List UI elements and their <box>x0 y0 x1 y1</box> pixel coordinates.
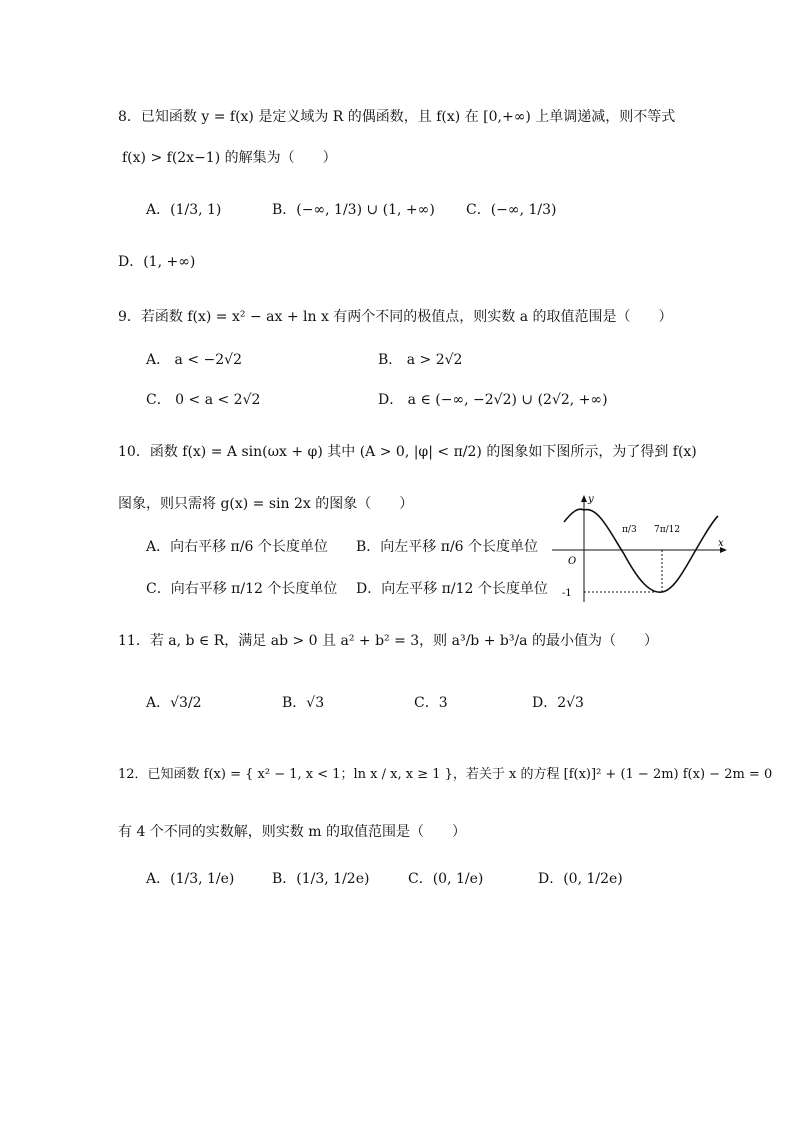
x-axis-label: x <box>718 538 724 549</box>
q12-option-a: A．(1/3, 1/e) <box>146 871 235 887</box>
q9-option-b: B． a > 2√2 <box>378 352 463 368</box>
q9-option-a: A． a < −2√2 <box>146 352 243 368</box>
origin-label: O <box>568 556 577 567</box>
sine-curve <box>564 509 718 592</box>
q9-stem: 9．若函数 f(x) = x² − ax + ln x 有两个不同的极值点，则实数 a 的取值范围是（ ） <box>118 309 673 325</box>
q8-stem-line2: f(x) > f(2x−1) 的解集为（ ） <box>122 150 337 166</box>
q10-option-b: B．向左平移 π/6 个长度单位 <box>356 539 539 555</box>
q12-option-b: B．(1/3, 1/2e) <box>272 871 370 887</box>
q10-stem-line1: 10．函数 f(x) = A sin(ωx + φ) 其中 (A > 0, |φ| < π/2) 的图象如下图所示，为了得到 f(x) <box>118 444 697 460</box>
tick-label-1: π/3 <box>622 525 637 535</box>
q10-option-a: A．向右平移 π/6 个长度单位 <box>146 539 328 555</box>
q11-stem: 11．若 a, b ∈ R，满足 ab > 0 且 a² + b² = 3，则 a³/b + b³/a 的最小值为（ ） <box>118 633 658 649</box>
q12-stem-line2: 有 4 个不同的实数解，则实数 m 的取值范围是（ ） <box>118 824 466 840</box>
q10-option-c: C．向右平移 π/12 个长度单位 <box>146 581 338 597</box>
q8-stem-line1: 8．已知函数 y = f(x) 是定义域为 R 的偶函数，且 f(x) 在 [0,+∞) 上单调递减，则不等式 <box>118 109 676 125</box>
y-axis-arrow <box>581 495 587 502</box>
q11-option-a: A．√3/2 <box>146 695 202 711</box>
q10-stem-line2: 图象，则只需将 g(x) = sin 2x 的图象（ ） <box>118 496 414 512</box>
q12-option-c: C．(0, 1/e) <box>408 871 484 887</box>
q12-stem-line1: 12．已知函数 f(x) = { x² − 1, x < 1；ln x / x, x ≥ 1 }，若关于 x 的方程 [f(x)]² + (1 − 2m) f(x) − 2m = 0 <box>118 767 773 782</box>
q8-option-c: C．(−∞, 1/3) <box>466 202 557 218</box>
y-axis-label: y <box>588 494 594 505</box>
q8-option-d: D．(1, +∞) <box>118 254 196 270</box>
q11-option-c: C．3 <box>414 695 448 711</box>
q11-option-b: B．√3 <box>282 695 325 711</box>
q9-option-d: D． a ∈ (−∞, −2√2) ∪ (2√2, +∞) <box>378 392 608 408</box>
q10-option-d: D．向左平移 π/12 个长度单位 <box>356 581 548 597</box>
q8-option-b: B．(−∞, 1/3) ∪ (1, +∞) <box>272 202 435 218</box>
min-value-label: -1 <box>562 588 572 599</box>
q11-option-d: D．2√3 <box>532 695 584 711</box>
q8-option-a: A．(1/3, 1) <box>146 202 222 218</box>
q12-option-d: D．(0, 1/2e) <box>538 871 623 887</box>
q9-option-c: C． 0 < a < 2√2 <box>146 392 261 408</box>
tick-label-2: 7π/12 <box>654 525 681 535</box>
q10-sine-figure <box>548 492 730 604</box>
